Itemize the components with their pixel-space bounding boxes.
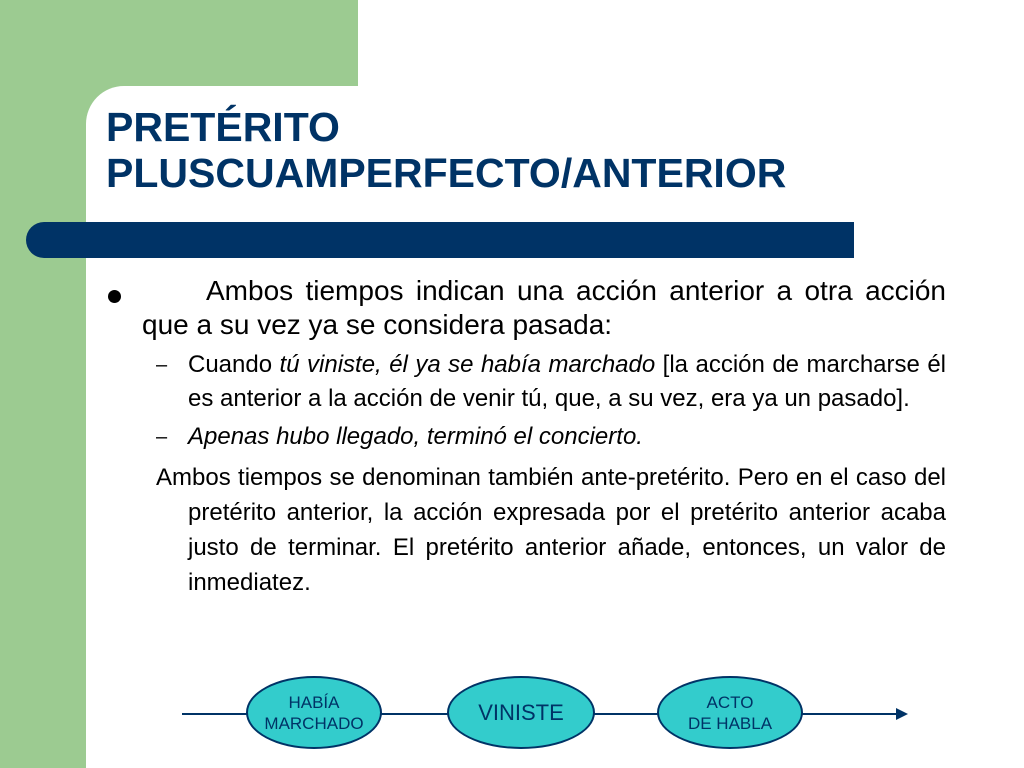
title-line-1: PRETÉRITO: [106, 104, 340, 150]
timeline-node-acto-de-habla: [657, 676, 803, 749]
arrow-right-icon: [896, 708, 908, 720]
dash-icon: –: [156, 354, 168, 376]
top-right-background: [358, 0, 1024, 90]
timeline-node-viniste: [447, 676, 595, 749]
dash-icon: –: [156, 426, 168, 448]
sub-bullet-1-text-b: [la acción de marcharse él es anterior a la acción de venir tú, que, a su vez, era ya un pasado].: [188, 351, 946, 412]
sub-bullet-2-example: Apenas hubo llegado, terminó el concierto.: [188, 423, 643, 450]
timeline-node-label: VINISTE: [478, 699, 564, 725]
slide-body: [100, 274, 946, 600]
slide-title: [106, 104, 986, 196]
timeline-node-habia-marchado: [246, 676, 382, 749]
sub-bullet-1-text-a: Cuando: [188, 351, 280, 378]
explanation-paragraph: Ambos tiempos se denominan también ante-pretérito. Pero en el caso del pretérito anterior, la acción expresada por el pretérito anterior acaba justo de terminar. El pretérito anterior añade, entonces, un valor de inmediatez.: [156, 464, 946, 596]
sub-bullet-1: [156, 348, 946, 416]
timeline-node-label: HABÍA MARCHADO: [264, 692, 364, 733]
sub-bullet-2: [156, 420, 946, 454]
timeline-node-label: ACTO DE HABLA: [687, 692, 773, 733]
sub-bullet-1-example: tú viniste, él ya se había marchado: [279, 351, 656, 378]
main-bullet-text: Ambos tiempos indican una acción anterior a otra acción que a su vez ya se considera pasada:: [142, 275, 946, 340]
title-line-2: PLUSCUAMPERFECTO/ANTERIOR: [106, 150, 787, 196]
title-rule-bar: [26, 222, 854, 258]
bullet-dot-icon: [108, 290, 121, 303]
